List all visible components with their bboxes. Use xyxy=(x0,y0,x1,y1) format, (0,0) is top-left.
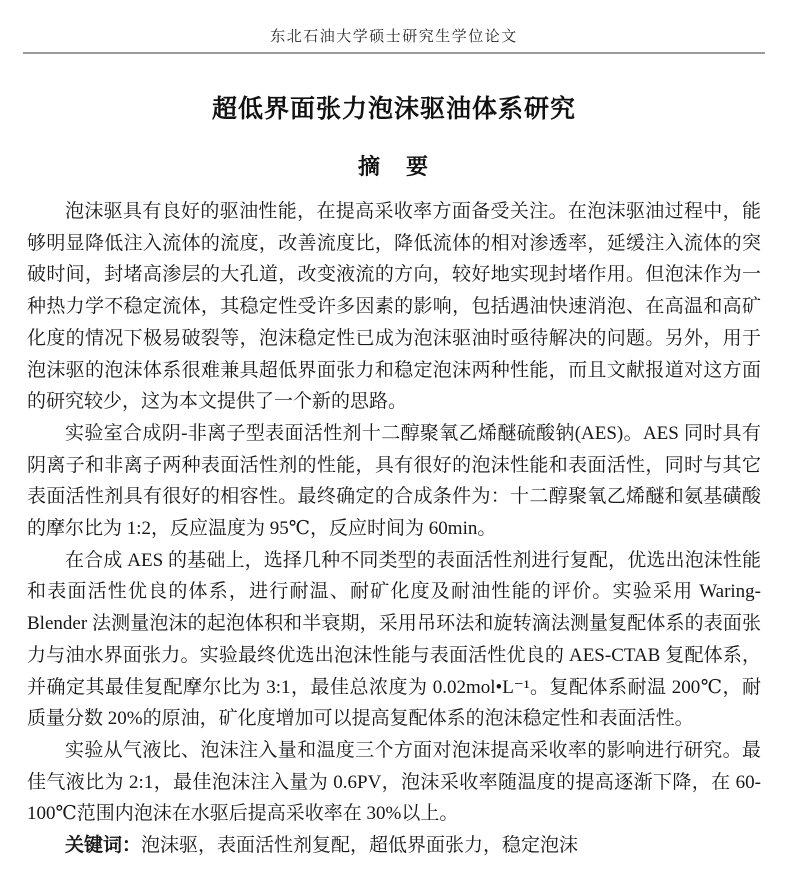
page-title: 超低界面张力泡沫驱油体系研究 xyxy=(211,95,576,123)
abstract-paragraph-4: 实验从气液比、泡沫注入量和温度三个方面对泡沫提高采收率的影响进行研究。最佳气液比为 2:1，最佳泡沫注入量为 0.6PV，泡沫采收率随温度的提高逐渐下降，在 60-100℃范围内泡沫在水驱后提高采收率在 30%以上。 xyxy=(27,739,761,825)
abstract-heading: 摘 要 xyxy=(357,154,430,179)
keywords-text: 泡沫驱，表面活性剂复配，超低界面张力，稳定泡沫 xyxy=(141,835,579,857)
abstract-paragraph-2: 实验室合成阴-非离子型表面活性剂十二醇聚氧乙烯醚硫酸钠(AES)。AES 同时具有阴离子和非离子两种表面活性剂的性能，具有很好的泡沫性能和表面活性，同时与其它表面活性剂具有很好的相容性。最终确定的合成条件为：十二醇聚氧乙烯醚和氨基磺酸的摩尔比为 1:2，反应温度为 95℃，反应时间为 60min。 xyxy=(27,422,761,540)
abstract-body xyxy=(27,196,761,862)
keywords-label: 关键词： xyxy=(65,835,142,857)
abstract-paragraph-3: 在合成 AES 的基础上，选择几种不同类型的表面活性剂进行复配，优选出泡沫性能和表面活性优良的体系，进行耐温、耐矿化度及耐油性能的评价。实验采用 Waring-Blender 法测量泡沫的起泡体积和半衰期，采用吊环法和旋转滴法测量复配体系的表面张力与油水界面张力。实验最终优选出泡沫性能与表面活性优良的 AES-CTAB 复配体系，并确定其最佳复配摩尔比为 3:1，最佳总浓度为 0.02mol•L⁻¹。复配体系耐温 200℃，耐质量分数 20%的原油，矿化度增加可以提高复配体系的泡沫稳定性和表面活性。 xyxy=(27,549,761,730)
header-divider xyxy=(23,52,765,54)
abstract-paragraph-1: 泡沫驱具有良好的驱油性能，在提高采收率方面备受关注。在泡沫驱油过程中，能够明显降低注入流体的流度，改善流度比，降低流体的相对渗透率，延缓注入流体的突破时间，封堵高渗层的大孔道，改变液流的方向，较好地实现封堵作用。但泡沫作为一种热力学不稳定流体，其稳定性受许多因素的影响，包括遇油快速消泡、在高温和高矿化度的情况下极易破裂等，泡沫稳定性已成为泡沫驱油时亟待解决的问题。另外，用于泡沫驱的泡沫体系很难兼具超低界面张力和稳定泡沫两种性能，而且文献报道对这方面的研究较少，这为本文提供了一个新的思路。 xyxy=(27,201,761,413)
keywords-line xyxy=(27,830,761,862)
running-head: 东北石油大学硕士研究生学位论文 xyxy=(270,29,518,45)
